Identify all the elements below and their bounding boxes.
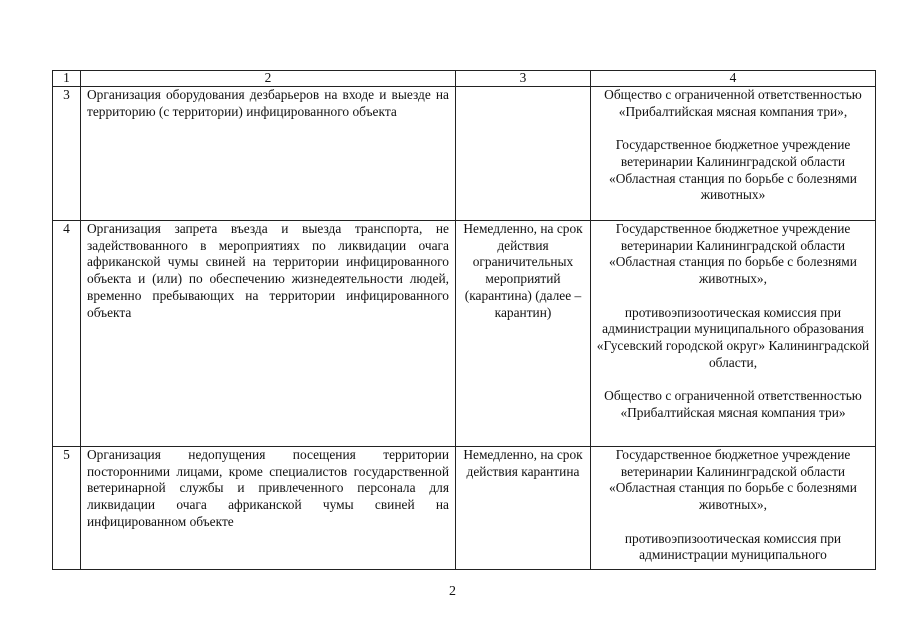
responsible-cell [591,87,876,221]
page-number: 2 [449,584,456,599]
responsible-entry: Государственное бюджетное учреждение ветеринарии Калининградской области «Областная станция по борьбе с болезнями животных» [609,137,857,203]
action-cell: Организация оборудования дезбарьеров на входе и выезде на территорию (с территории) инфицированного объекта [81,87,456,221]
deadline-cell: Немедленно, на срок действия карантина [456,447,591,570]
table-header-row [53,71,876,87]
responsible-entry: противоэпизоотическая комиссия при администрации муниципального [624,530,842,563]
table-row [53,447,876,570]
measures-table [52,70,876,570]
responsible-entry: Общество с ограниченной ответственностью «Прибалтийская мясная компания три», [604,87,862,119]
responsible-entry: Государственное бюджетное учреждение ветеринарии Калининградской области «Областная станция по борьбе с болезнями животных», [609,221,857,287]
responsible-cell [591,447,876,570]
deadline-cell: Немедленно, на срок действия ограничительных мероприятий (карантина) (далее – карантин) [456,221,591,447]
action-cell: Организация запрета въезда и выезда транспорта, не задействованного в мероприятиях по ликвидации очага африканской чумы свиней на территории инфицированного объекта и (или) по обеспечению жизнедеятельности людей, временно пребывающих на территории инфицированного объекта [81,221,456,447]
row-number: 4 [53,221,81,447]
table-row [53,87,876,221]
responsible-entry: противоэпизоотическая комиссия при администрации муниципального образования «Гусевский городской округ» Калининградской области, [596,304,870,370]
column-header-3: 3 [456,71,591,87]
responsible-cell [591,221,876,447]
action-cell: Организация недопущения посещения территории посторонними лицами, кроме специалистов государственной ветеринарной службы и привлеченного персонала для ликвидации очага африканской чумы свиней на инфицированном объекте [81,447,456,570]
row-number: 5 [53,447,81,570]
column-header-2: 2 [81,71,456,87]
column-header-4: 4 [591,71,876,87]
row-number: 3 [53,87,81,221]
column-header-1: 1 [53,71,81,87]
responsible-entry: Государственное бюджетное учреждение ветеринарии Калининградской области «Областная станция по борьбе с болезнями животных», [609,447,857,513]
responsible-entry: Общество с ограниченной ответственностью «Прибалтийская мясная компания три» [604,388,862,420]
deadline-cell [456,87,591,221]
table-row [53,221,876,447]
